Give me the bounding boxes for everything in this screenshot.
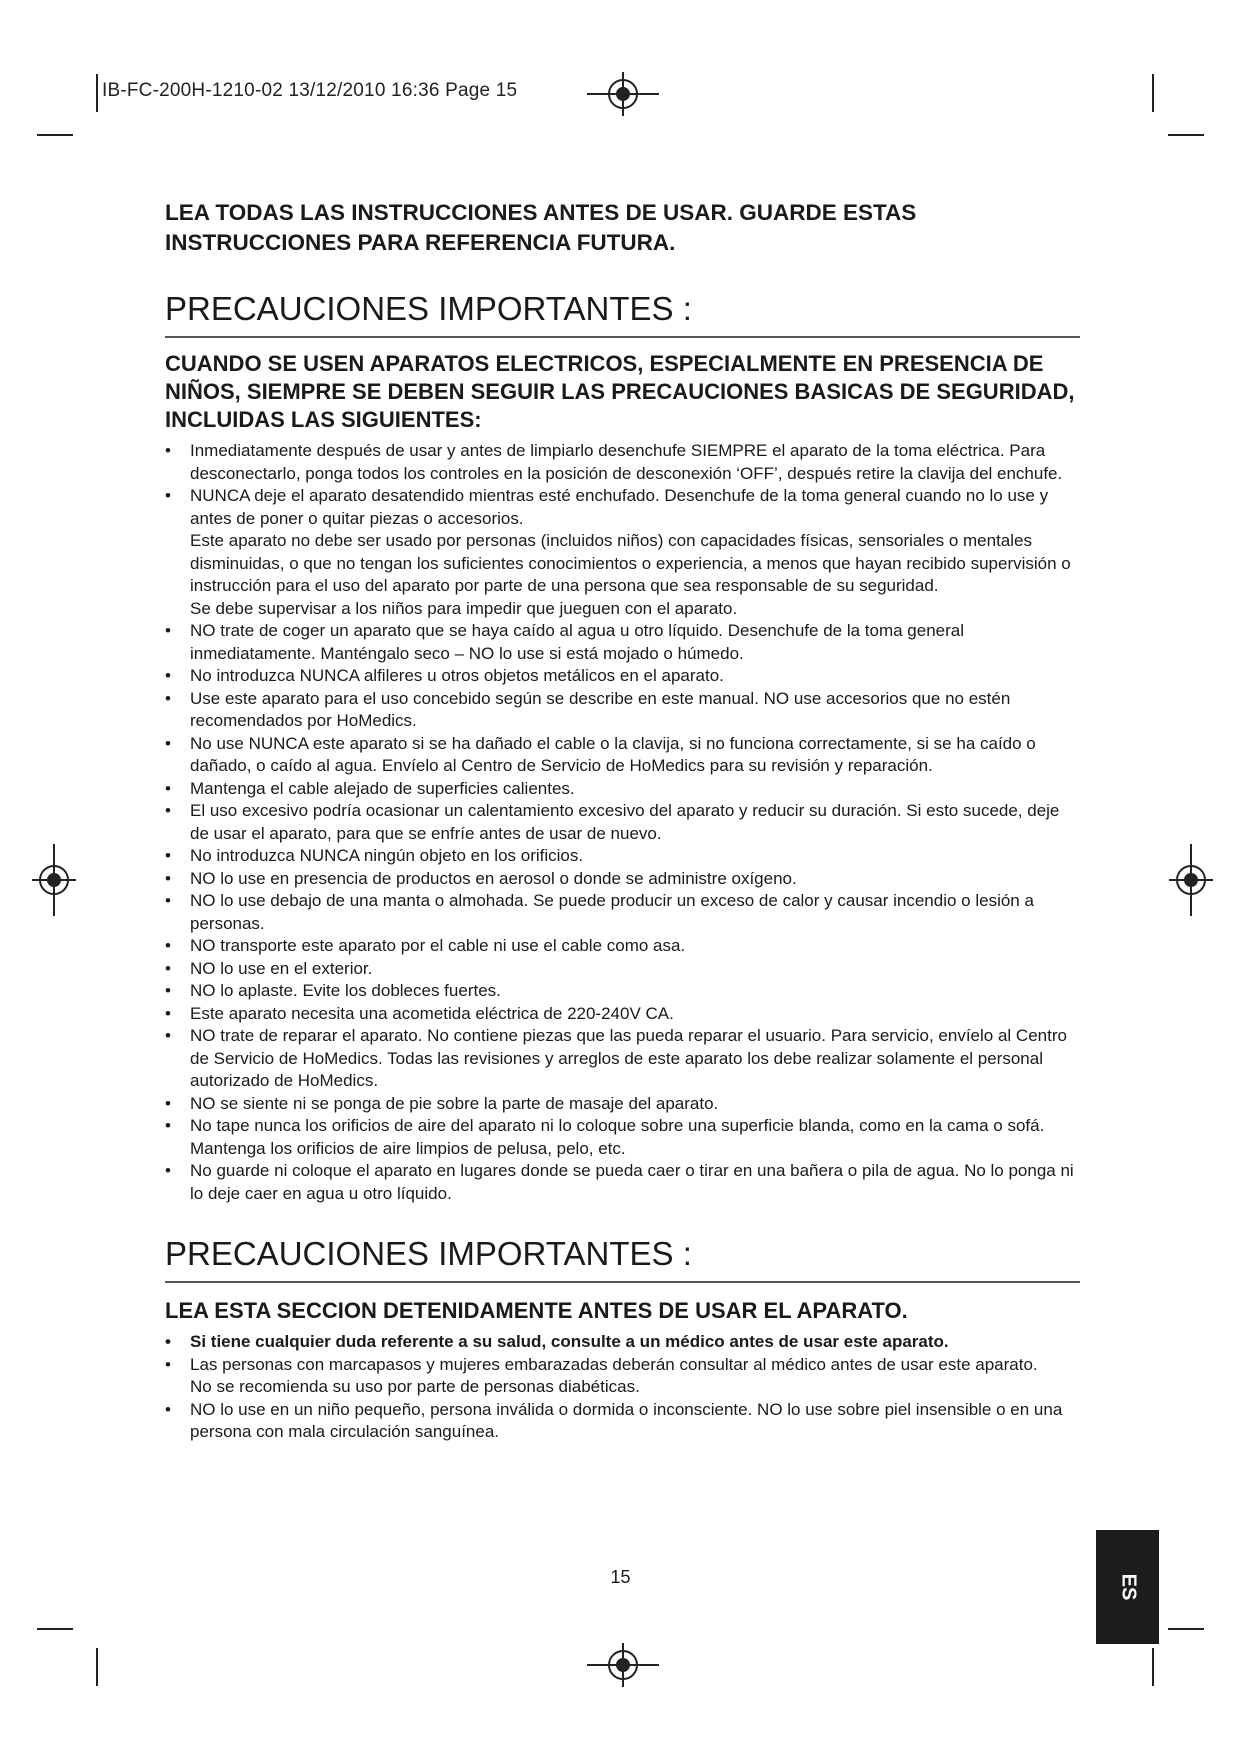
crop-mark — [1152, 74, 1154, 112]
list-item: • Las personas con marcapasos y mujeres embarazadas deberán consultar al médico antes de usar este aparato. — [165, 1354, 1080, 1377]
precaution-list — [165, 440, 1080, 1205]
registration-mark-icon — [18, 844, 90, 916]
registration-mark-icon — [587, 58, 659, 130]
list-item: No se recomienda su uso por parte de personas diabéticas. — [190, 1377, 640, 1396]
list-item: Se debe supervisar a los niños para impedir que jueguen con el aparato. — [190, 598, 738, 618]
list-item: • El uso excesivo podría ocasionar un calentamiento excesivo del aparato y reducir su duración. Si esto sucede, deje de usar el aparato, para que se enfríe antes de usar de nuevo. — [165, 800, 1080, 845]
list-item: • No guarde ni coloque el aparato en lugares donde se pueda caer o tirar en una bañera o pila de agua. No lo ponga ni lo deje caer en agua u otro líquido. — [165, 1160, 1080, 1205]
crop-mark — [1168, 1628, 1204, 1630]
page-content — [165, 198, 1080, 1444]
section-subheading: CUANDO SE USEN APARATOS ELECTRICOS, ESPECIALMENTE EN PRESENCIA DE NIÑOS, SIEMPRE SE DEBEN SEGUIR LAS PRECAUCIONES BASICAS DE SEGURIDAD, INCLUIDAS LAS SIGUIENTES: — [165, 351, 1075, 432]
intro-notice — [165, 198, 1080, 258]
intro-line-1: LEA TODAS LAS INSTRUCCIONES ANTES DE USAR. GUARDE ESTAS — [165, 200, 917, 225]
registration-mark-icon — [1155, 844, 1227, 916]
list-item: • No introduzca NUNCA alfileres u otros objetos metálicos en el aparato. — [165, 665, 1080, 688]
list-item: • No introduzca NUNCA ningún objeto en los orificios. — [165, 845, 1080, 868]
list-item: • Use este aparato para el uso concebido según se describe en este manual. NO use accesorios que no estén recomendados por HoMedics. — [165, 688, 1080, 733]
list-item: • Si tiene cualquier duda referente a su salud, consulte a un médico antes de usar este aparato. — [165, 1331, 1080, 1354]
list-item: • Inmediatamente después de usar y antes de limpiarlo desenchufe SIEMPRE el aparato de la toma eléctrica. Para desconectarlo, ponga todos los controles en la posición de desconexión ‘OFF’, después retire la clavija del enchufe. — [165, 440, 1080, 485]
intro-line-2: INSTRUCCIONES PARA REFERENCIA FUTURA. — [165, 230, 676, 255]
registration-mark-icon — [587, 1629, 659, 1701]
precaution-list — [165, 1331, 1080, 1444]
list-item: • No use NUNCA este aparato si se ha dañado el cable o la clavija, si no funciona correctamente, si se ha caído o dañado, o caído al agua. Envíelo al Centro de Servicio de HoMedics para su revisión y reparación. — [165, 733, 1080, 778]
section-title: PRECAUCIONES IMPORTANTES : — [165, 1233, 1080, 1283]
list-item: • NO trate de reparar el aparato. No contiene piezas que las pueda reparar el usuario. Para servicio, envíelo al Centro de Servicio de HoMedics. Todas las revisiones y arreglos de este aparato los debe realizar solamente el personal autorizado de HoMedics. — [165, 1025, 1080, 1093]
language-tab — [1096, 1530, 1159, 1644]
list-item: • NO se siente ni se ponga de pie sobre la parte de masaje del aparato. — [165, 1093, 1080, 1116]
list-item: • Mantenga el cable alejado de superficies calientes. — [165, 778, 1080, 801]
crop-mark — [37, 134, 73, 136]
section-subheading: LEA ESTA SECCION DETENIDAMENTE ANTES DE USAR EL APARATO. — [165, 1298, 908, 1323]
list-item: • NO trate de coger un aparato que se haya caído al agua u otro líquido. Desenchufe de la toma general inmediatamente. Manténgalo seco – NO lo use si está mojado o húmedo. — [165, 620, 1080, 665]
crop-mark — [1168, 134, 1204, 136]
crop-mark — [96, 1648, 98, 1686]
list-item: • NO lo use debajo de una manta o almohada. Se puede producir un exceso de calor y causar incendio o lesión a personas. — [165, 890, 1080, 935]
page-number: 15 — [610, 1567, 631, 1587]
list-item: • NO lo aplaste. Evite los dobleces fuertes. — [165, 980, 1080, 1003]
list-item: • NO lo use en un niño pequeño, persona inválida o dormida o inconsciente. NO lo use sobre piel insensible o en una persona con mala circulación sanguínea. — [165, 1399, 1080, 1444]
section-title: PRECAUCIONES IMPORTANTES : — [165, 288, 1080, 338]
crop-mark — [1152, 1648, 1154, 1686]
print-slug: IB-FC-200H-1210-02 13/12/2010 16:36 Page 15 — [102, 80, 518, 101]
list-item: • NO lo use en el exterior. — [165, 958, 1080, 981]
list-item: • NO transporte este aparato por el cable ni use el cable como asa. — [165, 935, 1080, 958]
crop-mark — [96, 74, 98, 112]
list-item: • NUNCA deje el aparato desatendido mientras esté enchufado. Desenchufe de la toma general cuando no lo use y antes de poner o quitar piezas o accesorios. — [165, 485, 1080, 530]
language-tab-label: ES — [1117, 1573, 1139, 1601]
crop-mark — [37, 1628, 73, 1630]
list-item: • No tape nunca los orificios de aire del aparato ni lo coloque sobre una superficie blanda, como en la cama o sofá. Mantenga los orificios de aire limpios de pelusa, pelo, etc. — [165, 1115, 1080, 1160]
list-item: Este aparato no debe ser usado por personas (incluidos niños) con capacidades físicas, sensoriales o mentales disminuidas, o que no tengan los suficientes conocimientos o experiencia, a menos que hayan recibido supervisión o instrucción para el uso del aparato por parte de una persona que sea responsable de su seguridad. — [190, 531, 1071, 595]
list-item: • Este aparato necesita una acometida eléctrica de 220-240V CA. — [165, 1003, 1080, 1026]
list-item: • NO lo use en presencia de productos en aerosol o donde se administre oxígeno. — [165, 868, 1080, 891]
